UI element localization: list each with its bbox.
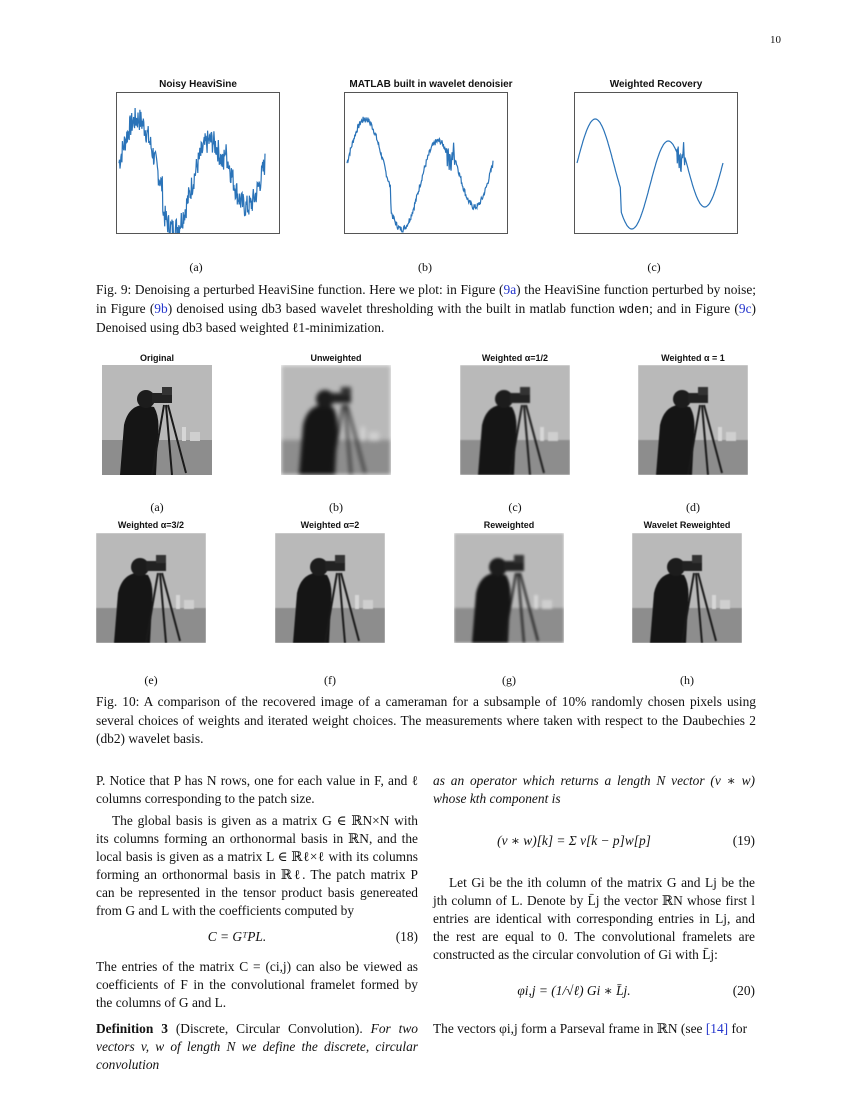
cameraman-image-0 <box>102 365 212 475</box>
citation-14[interactable]: [14] <box>705 1021 729 1036</box>
fig10-title-5: Weighted α=2 <box>300 520 360 530</box>
equation-19 <box>433 820 755 864</box>
ref-fig9c[interactable]: 9c <box>738 300 752 316</box>
fig10-label-6: (g) <box>502 673 516 687</box>
fig10-label-3: (d) <box>686 500 700 514</box>
fig10-caption: Fig. 10: A comparison of the recovered image of a cameraman for a subsample of 10% randomly chosen pixels using several choices of weights and iterated weight choices. The measurements where taken with respect to the Daubechies 2 (db2) wavelet basis. <box>96 694 756 746</box>
fig10-title-7: Wavelet Reweighted <box>643 520 731 530</box>
cameraman-image-7 <box>632 533 742 643</box>
page-number: 10 <box>770 34 781 46</box>
cameraman-image-3 <box>638 365 748 475</box>
left-para-1: P. Notice that P has N rows, one for each value in F, and ℓ columns corresponding to the patch size. <box>96 773 418 806</box>
right-para-1: as an operator which returns a length N vector (v ∗ w) whose kth component is <box>433 773 755 806</box>
fig10-title-3: Weighted α = 1 <box>661 353 725 363</box>
left-column <box>96 772 418 1074</box>
equation-20-body: φi,j = (1/√ℓ) Gi ∗ L̄j. <box>517 983 631 998</box>
right-para-2: Let Gi be the ith column of the matrix G and Lj be the jth column of L. Denote by L̄j the vector ℝN whose first l entries are identical with corresponding entries in Lj, and the rest are equal to 0. The convolutional framelets are constructed as the circular convolution of Gi with L̄j: <box>433 875 755 962</box>
right-column <box>433 772 755 1038</box>
fig10-title-1: Unweighted <box>310 353 362 363</box>
fig9b-title: MATLAB built in wavelet denoisier <box>349 79 513 90</box>
ref-fig9b[interactable]: 9b <box>154 300 168 316</box>
fig9a-title: Noisy HeaviSine <box>159 79 237 90</box>
fig10-title-2: Weighted α=1/2 <box>481 353 549 363</box>
equation-20-number: (20) <box>732 983 755 998</box>
ref-fig9a[interactable]: 9a <box>503 282 517 297</box>
equation-19-body: (v ∗ w)[k] = Σ v[k − p]w[p] <box>497 833 651 848</box>
fig10-label-4: (e) <box>144 673 158 687</box>
fig10-title-4: Weighted α=3/2 <box>117 520 185 530</box>
weighted-recovery-curve <box>575 93 737 233</box>
fig9c-label: (c) <box>647 260 661 274</box>
fig10-label-0: (a) <box>150 500 164 514</box>
equation-20 <box>433 976 755 1010</box>
cameraman-image-5 <box>275 533 385 643</box>
matlab-denoised-curve <box>345 93 507 233</box>
fig10-label-2: (c) <box>508 500 522 514</box>
fig10-title-6: Reweighted <box>483 520 535 530</box>
fig9c-title: Weighted Recovery <box>609 79 703 90</box>
fig9c-plot <box>574 92 738 234</box>
right-para-3: The vectors φi,j form a Parseval frame in ℝN (see [14] for <box>433 1021 748 1036</box>
noisy-heavisine-curve <box>117 93 279 233</box>
fig9b-plot <box>344 92 508 234</box>
fig9b-label: (b) <box>418 260 432 274</box>
left-para-3: The entries of the matrix C = (ci,j) can also be viewed as coefficients of F in the convolutional framelet formed by the columns of G and L. <box>96 959 418 1010</box>
equation-18 <box>96 928 418 950</box>
fig9a-plot <box>116 92 280 234</box>
cameraman-image-1 <box>281 365 391 475</box>
fig10-label-7: (h) <box>680 673 694 687</box>
equation-19-number: (19) <box>732 833 755 848</box>
cameraman-image-2 <box>460 365 570 475</box>
fig10-label-5: (f) <box>324 673 336 687</box>
fig9-caption: Fig. 9: Denoising a perturbed HeaviSine function. Here we plot: in Figure (9a) the HeaviSine function perturbed by noise; in Figure (9b) denoised using db3 based wavelet thresholding with the built in matlab function wden; and in Figure (9c) Denoised using db3 based weighted ℓ1-minimization. <box>96 282 757 335</box>
code-wden: wden <box>619 302 650 317</box>
equation-18-number: (18) <box>395 929 418 944</box>
fig10-label-1: (b) <box>329 500 343 514</box>
definition-3: Definition 3 (Discrete, Circular Convolution). For two vectors v, w of length N we define the discrete, circular convolution <box>96 1021 418 1072</box>
fig9a-label: (a) <box>189 260 203 274</box>
fig10-title-0: Original <box>139 353 174 363</box>
cameraman-image-4 <box>96 533 206 643</box>
equation-18-body: C = GᵀPL. <box>207 929 267 944</box>
cameraman-image-6 <box>454 533 564 643</box>
left-para-2: The global basis is given as a matrix G ∈ ℝN×N with its columns forming an orthonormal basis in ℝN, and the local basis is given as a matrix L ∈ ℝℓ×ℓ with its columns forming an orthonormal basis in ℝℓ. The patch matrix P can be represented in the tensor product basis genereated from G and L with the coefficients computed by <box>96 813 418 918</box>
